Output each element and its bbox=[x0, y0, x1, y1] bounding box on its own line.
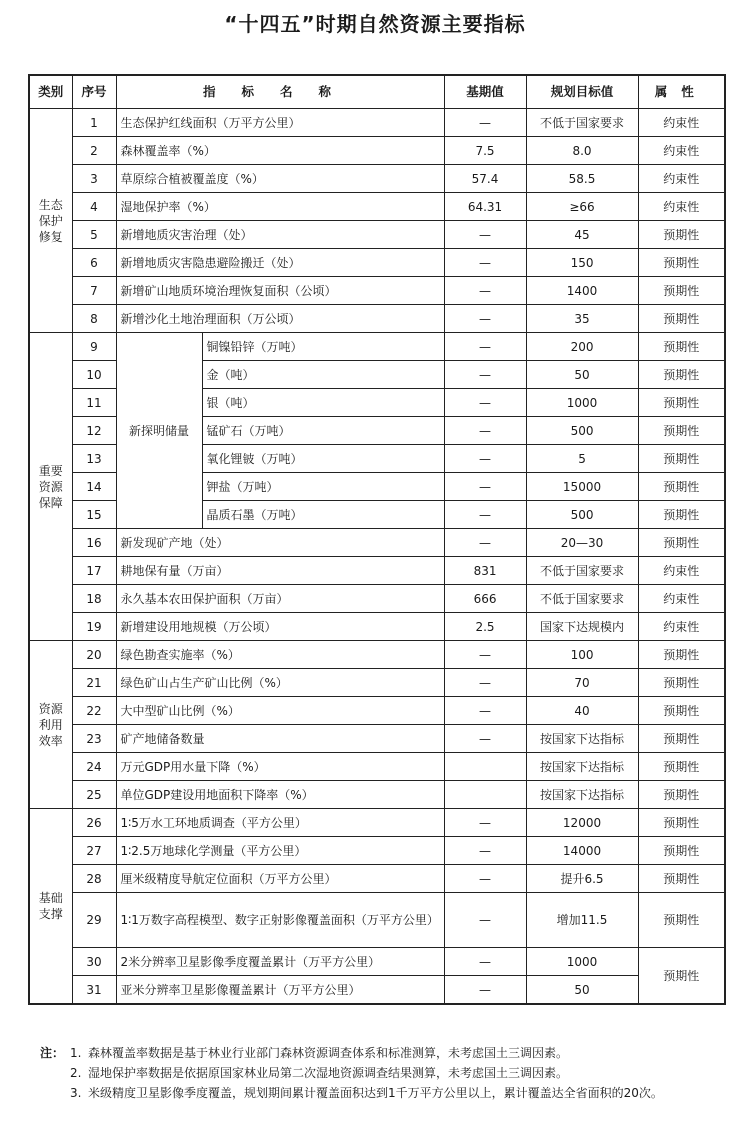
table-row bbox=[29, 837, 725, 865]
row-name: 钾盐（万吨） bbox=[202, 473, 444, 501]
category-cell: 基础 支撑 bbox=[29, 809, 72, 1005]
row-attr: 预期性 bbox=[638, 948, 725, 1005]
row-base: — bbox=[444, 976, 526, 1005]
row-attr: 预期性 bbox=[638, 529, 725, 557]
table-row bbox=[29, 725, 725, 753]
row-attr: 预期性 bbox=[638, 249, 725, 277]
notes-label: 注： bbox=[40, 1046, 65, 1060]
row-base: — bbox=[444, 725, 526, 753]
row-attr: 约束性 bbox=[638, 137, 725, 165]
row-attr: 预期性 bbox=[638, 501, 725, 529]
row-name: 单位GDP建设用地面积下降率（%） bbox=[116, 781, 444, 809]
row-name: 矿产地储备数量 bbox=[116, 725, 444, 753]
row-base: — bbox=[444, 221, 526, 249]
row-base: — bbox=[444, 893, 526, 948]
row-name: 新增建设用地规模（万公顷） bbox=[116, 613, 444, 641]
row-base: — bbox=[444, 865, 526, 893]
row-attr: 预期性 bbox=[638, 641, 725, 669]
row-name: 1∶5万水工环地质调查（平方公里） bbox=[116, 809, 444, 837]
row-target: 50 bbox=[526, 976, 638, 1005]
row-attr: 约束性 bbox=[638, 193, 725, 221]
row-target: 按国家下达指标 bbox=[526, 781, 638, 809]
row-name: 绿色矿山占生产矿山比例（%） bbox=[116, 669, 444, 697]
table-row bbox=[29, 137, 725, 165]
row-target: 1000 bbox=[526, 389, 638, 417]
row-base: — bbox=[444, 529, 526, 557]
row-no: 28 bbox=[72, 865, 116, 893]
table-row bbox=[29, 697, 725, 725]
table-row bbox=[29, 669, 725, 697]
indicators-table bbox=[28, 74, 726, 1005]
row-no: 26 bbox=[72, 809, 116, 837]
table-row bbox=[29, 557, 725, 585]
row-target: 40 bbox=[526, 697, 638, 725]
row-target: 不低于国家要求 bbox=[526, 585, 638, 613]
row-base: 2.5 bbox=[444, 613, 526, 641]
header-indicator: 指标名称 bbox=[116, 75, 444, 109]
row-base: — bbox=[444, 361, 526, 389]
note-number: 1. bbox=[70, 1046, 82, 1060]
table-row bbox=[29, 809, 725, 837]
row-name: 晶质石墨（万吨） bbox=[202, 501, 444, 529]
row-target: 500 bbox=[526, 501, 638, 529]
row-no: 5 bbox=[72, 221, 116, 249]
row-no: 9 bbox=[72, 333, 116, 361]
table-row bbox=[29, 193, 725, 221]
row-name: 草原综合植被覆盖度（%） bbox=[116, 165, 444, 193]
row-no: 30 bbox=[72, 948, 116, 976]
row-no: 24 bbox=[72, 753, 116, 781]
header-attr: 属性 bbox=[638, 75, 725, 109]
row-attr: 预期性 bbox=[638, 837, 725, 865]
row-target: 5 bbox=[526, 445, 638, 473]
table-row bbox=[29, 613, 725, 641]
table-row bbox=[29, 333, 725, 361]
row-base: 57.4 bbox=[444, 165, 526, 193]
table-row bbox=[29, 948, 725, 976]
row-target: 提升6.5 bbox=[526, 865, 638, 893]
row-name: 生态保护红线面积（万平方公里） bbox=[116, 109, 444, 137]
row-attr: 预期性 bbox=[638, 753, 725, 781]
note-item bbox=[40, 1083, 730, 1103]
row-attr: 预期性 bbox=[638, 697, 725, 725]
row-no: 6 bbox=[72, 249, 116, 277]
category-cell: 生态 保护 修复 bbox=[29, 109, 72, 333]
row-target: 1400 bbox=[526, 277, 638, 305]
row-name: 氧化锂铍（万吨） bbox=[202, 445, 444, 473]
row-name: 绿色勘查实施率（%） bbox=[116, 641, 444, 669]
row-no: 23 bbox=[72, 725, 116, 753]
row-no: 16 bbox=[72, 529, 116, 557]
row-attr: 预期性 bbox=[638, 781, 725, 809]
row-attr: 约束性 bbox=[638, 585, 725, 613]
row-attr: 约束性 bbox=[638, 557, 725, 585]
row-no: 27 bbox=[72, 837, 116, 865]
row-base bbox=[444, 781, 526, 809]
row-no: 20 bbox=[72, 641, 116, 669]
row-base: — bbox=[444, 277, 526, 305]
row-no: 29 bbox=[72, 893, 116, 948]
row-attr: 预期性 bbox=[638, 893, 725, 948]
row-name: 耕地保有量（万亩） bbox=[116, 557, 444, 585]
table-row bbox=[29, 277, 725, 305]
table-row bbox=[29, 109, 725, 137]
header-base: 基期值 bbox=[444, 75, 526, 109]
row-name: 银（吨） bbox=[202, 389, 444, 417]
group-label: 新探明储量 bbox=[116, 333, 202, 529]
row-attr: 预期性 bbox=[638, 277, 725, 305]
table-row bbox=[29, 529, 725, 557]
row-attr: 约束性 bbox=[638, 165, 725, 193]
category-cell: 重要 资源 保障 bbox=[29, 333, 72, 641]
header-no: 序号 bbox=[72, 75, 116, 109]
row-target: 12000 bbox=[526, 809, 638, 837]
row-base: — bbox=[444, 501, 526, 529]
table-row bbox=[29, 865, 725, 893]
note-text: 湿地保护率数据是依据原国家林业局第二次湿地资源调查结果测算，未考虑国土三调因素。 bbox=[88, 1066, 569, 1080]
row-base: — bbox=[444, 697, 526, 725]
row-name: 森林覆盖率（%） bbox=[116, 137, 444, 165]
row-name: 亚米分辨率卫星影像覆盖累计（万平方公里） bbox=[116, 976, 444, 1005]
row-no: 22 bbox=[72, 697, 116, 725]
row-base: — bbox=[444, 305, 526, 333]
row-base: — bbox=[444, 109, 526, 137]
row-attr: 约束性 bbox=[638, 109, 725, 137]
row-base: — bbox=[444, 641, 526, 669]
row-base: — bbox=[444, 389, 526, 417]
row-target: 45 bbox=[526, 221, 638, 249]
row-target: 35 bbox=[526, 305, 638, 333]
row-name: 万元GDP用水量下降（%） bbox=[116, 753, 444, 781]
row-base: — bbox=[444, 473, 526, 501]
row-attr: 预期性 bbox=[638, 865, 725, 893]
table-row bbox=[29, 585, 725, 613]
row-no: 21 bbox=[72, 669, 116, 697]
row-no: 12 bbox=[72, 417, 116, 445]
table-row bbox=[29, 893, 725, 948]
row-base: 64.31 bbox=[444, 193, 526, 221]
note-text: 森林覆盖率数据是基于林业行业部门森林资源调查体系和标准测算，未考虑国土三调因素。 bbox=[88, 1046, 569, 1060]
row-target: ≥66 bbox=[526, 193, 638, 221]
note-number: 3. bbox=[70, 1086, 82, 1100]
document-title: “十四五”时期自然资源主要指标 bbox=[224, 12, 526, 36]
row-no: 31 bbox=[72, 976, 116, 1005]
row-target: 58.5 bbox=[526, 165, 638, 193]
row-base: 7.5 bbox=[444, 137, 526, 165]
row-attr: 预期性 bbox=[638, 221, 725, 249]
row-name: 新增沙化土地治理面积（万公顷） bbox=[116, 305, 444, 333]
row-attr: 预期性 bbox=[638, 333, 725, 361]
row-base: — bbox=[444, 837, 526, 865]
table-row bbox=[29, 249, 725, 277]
row-no: 4 bbox=[72, 193, 116, 221]
row-base: 666 bbox=[444, 585, 526, 613]
row-name: 2米分辨率卫星影像季度覆盖累计（万平方公里） bbox=[116, 948, 444, 976]
row-base: 831 bbox=[444, 557, 526, 585]
row-no: 10 bbox=[72, 361, 116, 389]
row-target: 按国家下达指标 bbox=[526, 725, 638, 753]
row-attr: 预期性 bbox=[638, 725, 725, 753]
row-name: 锰矿石（万吨） bbox=[202, 417, 444, 445]
row-no: 7 bbox=[72, 277, 116, 305]
row-attr: 预期性 bbox=[638, 809, 725, 837]
row-no: 13 bbox=[72, 445, 116, 473]
row-attr: 预期性 bbox=[638, 445, 725, 473]
row-attr: 预期性 bbox=[638, 473, 725, 501]
row-no: 14 bbox=[72, 473, 116, 501]
row-base: — bbox=[444, 417, 526, 445]
header-category: 类别 bbox=[29, 75, 72, 109]
row-target: 50 bbox=[526, 361, 638, 389]
row-attr: 预期性 bbox=[638, 417, 725, 445]
table-row bbox=[29, 221, 725, 249]
row-name: 1∶2.5万地球化学测量（平方公里） bbox=[116, 837, 444, 865]
row-no: 11 bbox=[72, 389, 116, 417]
row-target: 20—30 bbox=[526, 529, 638, 557]
table-row bbox=[29, 305, 725, 333]
row-name: 新增矿山地质环境治理恢复面积（公顷） bbox=[116, 277, 444, 305]
row-no: 8 bbox=[72, 305, 116, 333]
row-name: 铜镍铅锌（万吨） bbox=[202, 333, 444, 361]
row-target: 70 bbox=[526, 669, 638, 697]
row-attr: 预期性 bbox=[638, 669, 725, 697]
row-base: — bbox=[444, 809, 526, 837]
row-no: 17 bbox=[72, 557, 116, 585]
header-row bbox=[29, 75, 725, 109]
note-number: 2. bbox=[70, 1066, 82, 1080]
row-name: 新增地质灾害隐患避险搬迁（处） bbox=[116, 249, 444, 277]
row-target: 国家下达规模内 bbox=[526, 613, 638, 641]
row-no: 15 bbox=[72, 501, 116, 529]
row-no: 1 bbox=[72, 109, 116, 137]
row-target: 100 bbox=[526, 641, 638, 669]
row-no: 3 bbox=[72, 165, 116, 193]
note-item bbox=[40, 1043, 730, 1063]
row-target: 14000 bbox=[526, 837, 638, 865]
table-row bbox=[29, 165, 725, 193]
note-text: 米级精度卫星影像季度覆盖，规划期间累计覆盖面积达到1千万平方公里以上，累计覆盖达全省面积的20次。 bbox=[88, 1086, 663, 1100]
row-target: 不低于国家要求 bbox=[526, 557, 638, 585]
row-target: 8.0 bbox=[526, 137, 638, 165]
row-no: 2 bbox=[72, 137, 116, 165]
table-row bbox=[29, 641, 725, 669]
row-base: — bbox=[444, 948, 526, 976]
row-target: 150 bbox=[526, 249, 638, 277]
row-target: 按国家下达指标 bbox=[526, 753, 638, 781]
category-cell: 资源 利用 效率 bbox=[29, 641, 72, 809]
table-row bbox=[29, 976, 725, 1005]
row-no: 18 bbox=[72, 585, 116, 613]
row-base bbox=[444, 753, 526, 781]
row-target: 不低于国家要求 bbox=[526, 109, 638, 137]
row-base: — bbox=[444, 669, 526, 697]
row-name: 新增地质灾害治理（处） bbox=[116, 221, 444, 249]
row-attr: 预期性 bbox=[638, 389, 725, 417]
row-no: 19 bbox=[72, 613, 116, 641]
row-target: 500 bbox=[526, 417, 638, 445]
row-name: 大中型矿山比例（%） bbox=[116, 697, 444, 725]
header-target: 规划目标值 bbox=[526, 75, 638, 109]
row-name: 永久基本农田保护面积（万亩） bbox=[116, 585, 444, 613]
row-attr: 约束性 bbox=[638, 613, 725, 641]
table-row bbox=[29, 753, 725, 781]
row-target: 增加11.5 bbox=[526, 893, 638, 948]
row-base: — bbox=[444, 333, 526, 361]
note-item bbox=[40, 1063, 730, 1083]
row-name: 1∶1万数字高程模型、数字正射影像覆盖面积（万平方公里） bbox=[116, 893, 444, 948]
row-target: 1000 bbox=[526, 948, 638, 976]
row-attr: 预期性 bbox=[638, 361, 725, 389]
row-attr: 预期性 bbox=[638, 305, 725, 333]
row-target: 200 bbox=[526, 333, 638, 361]
row-name: 厘米级精度导航定位面积（万平方公里） bbox=[116, 865, 444, 893]
row-no: 25 bbox=[72, 781, 116, 809]
table-row bbox=[29, 781, 725, 809]
row-base: — bbox=[444, 249, 526, 277]
row-name: 湿地保护率（%） bbox=[116, 193, 444, 221]
notes-section bbox=[40, 1043, 730, 1103]
row-base: — bbox=[444, 445, 526, 473]
row-target: 15000 bbox=[526, 473, 638, 501]
row-name: 金（吨） bbox=[202, 361, 444, 389]
row-name: 新发现矿产地（处） bbox=[116, 529, 444, 557]
